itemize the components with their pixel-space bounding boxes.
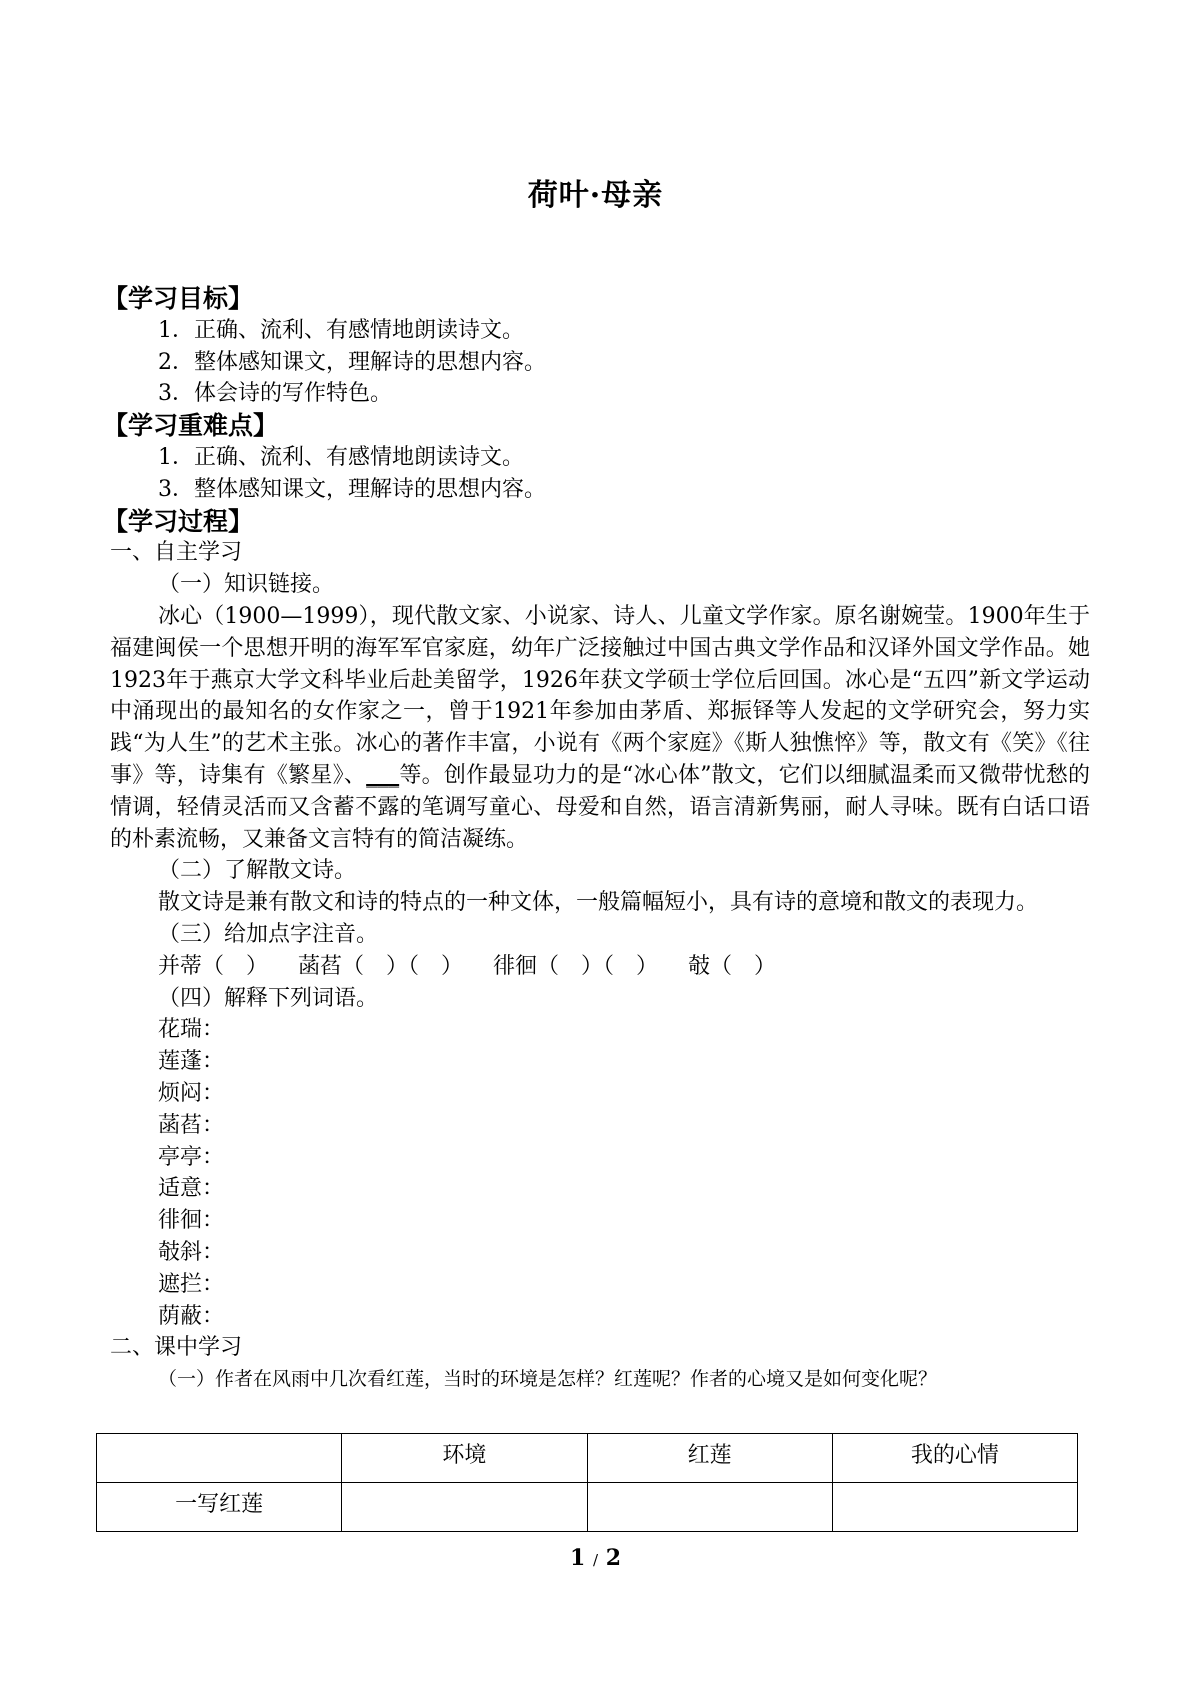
pinyin-item: 攲（ ） [688,953,777,979]
table-cell [587,1483,832,1532]
goal-item: 3．体会诗的写作特色。 [158,381,392,407]
table-cell [832,1483,1077,1532]
page-separator: / [592,1551,599,1569]
table-header-cell [97,1434,342,1483]
page-title: 荷叶·母亲 [527,178,664,213]
table-cell [342,1483,587,1532]
key-point-item: 1．正确、流利、有感情地朗读诗文。 [158,444,524,470]
table-header-cell: 红莲 [587,1434,832,1483]
key-points-heading: 【学习重难点】 [103,411,279,441]
page-current: 1 [569,1545,586,1571]
vocab-item: 菡萏： [158,1112,225,1138]
vocab-title: （四）解释下列词语。 [158,985,379,1011]
vocab-item: 亭亭： [158,1144,225,1170]
vocab-item: 烦闷： [158,1080,225,1106]
table-header-cell: 环境 [342,1434,587,1483]
question-1: （一）作者在风雨中几次看红莲，当时的环境是怎样？红莲呢？作者的心境又是如何变化呢？ [158,1368,938,1391]
vocab-item: 适意： [158,1176,225,1202]
pinyin-title: （三）给加点字注音。 [158,921,379,947]
page-number [0,1545,1191,1571]
bingxin-intro-paragraph [110,601,1090,855]
pinyin-item: 菡萏（ ）（ ） [298,953,464,979]
table-row [97,1483,1078,1532]
knowledge-link-title: （一）知识链接。 [158,572,335,598]
vocab-item: 徘徊： [158,1208,225,1234]
vocab-item: 花瑞： [158,1017,225,1043]
table-cell: 一写红莲 [97,1483,342,1532]
vocab-item: 荫蔽： [158,1303,225,1329]
key-point-item: 3．整体感知课文，理解诗的思想内容。 [158,476,546,502]
bingxin-intro-text-b: 等。创作最显功力的是“冰心体”散文，它们以细腻温柔而又微带忧愁的情调，轻倩灵活而又含蓄不露的笔调写童心、母爱和自然，语言清新隽丽，耐人寻味。既有白话口语的朴素流畅，又兼备文言特有的简洁凝练。 [110,762,1090,852]
process-heading: 【学习过程】 [103,506,254,536]
analysis-table [96,1433,1078,1532]
pinyin-exercise-row [110,951,1090,983]
goals-heading: 【学习目标】 [103,284,254,313]
worksheet-body [103,283,1090,1394]
goal-item: 2．整体感知课文，理解诗的思想内容。 [158,349,546,375]
pinyin-item: 并蒂（ ） [158,953,269,979]
bingxin-intro-text-a: 冰心（1900—1999），现代散文家、小说家、诗人、儿童文学作家。原名谢婉莹。1900年生于福建闽侯一个思想开明的海军军官家庭，幼年广泛接触过中国古典文学作品和汉译外国文学作品。她1923年于燕京大学文科毕业后赴美留学，1926年获文学硕士学位后回国。冰心是“五四”新文学运动中涌现出的最知名的女作家之一，曾于1921年参加由茅盾、郑振铎等人发起的文学研究会，努力实践“为人生”的艺术主张。冰心的著作丰富，小说有《两个家庭》《斯人独憔悴》等，散文有《笑》《往事》等，诗集有《繁星》、 [110,603,1090,788]
pinyin-item: 徘徊（ ）（ ） [493,953,659,979]
fill-in-blank: ___ [366,762,400,788]
goal-item: 1．正确、流利、有感情地朗读诗文。 [158,317,524,343]
prose-poem-title: （二）了解散文诗。 [158,858,357,884]
table-header-cell: 我的心情 [832,1434,1077,1483]
prose-poem-paragraph: 散文诗是兼有散文和诗的特点的一种文体，一般篇幅短小，具有诗的意境和散文的表现力。 [158,890,1039,916]
page-total: 2 [605,1545,622,1571]
vocab-item: 莲蓬： [158,1049,225,1075]
table-header-row [97,1434,1078,1483]
part1-title: 一、自主学习 [110,540,243,566]
vocab-item: 攲斜： [158,1239,225,1265]
part2-title: 二、课中学习 [110,1335,243,1361]
vocab-item: 遮拦： [158,1271,225,1297]
